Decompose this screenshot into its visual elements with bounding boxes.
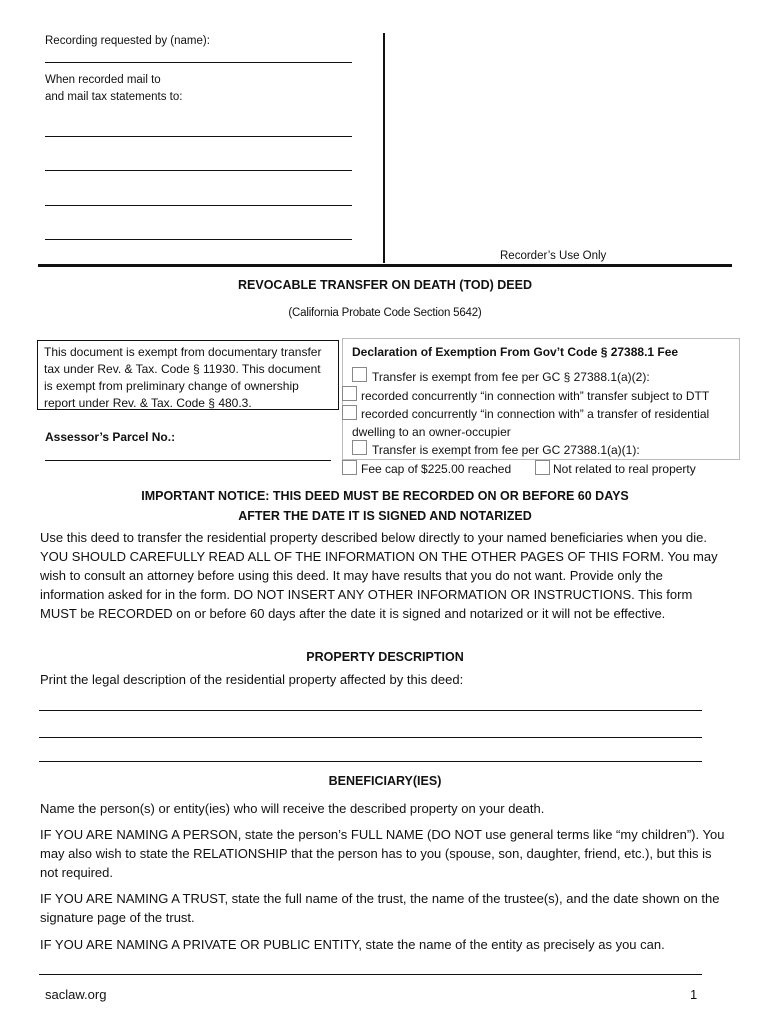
- beneficiaries-p4: IF YOU ARE NAMING A PRIVATE OR PUBLIC ENTITY, state the name of the entity as precisely as you can.: [40, 937, 665, 952]
- recorder-use-label: Recorder’s Use Only: [500, 250, 607, 262]
- mail-to-label-line1: When recorded mail to: [45, 74, 161, 86]
- notice-line-1: IMPORTANT NOTICE: THIS DEED MUST BE RECORDED ON OR BEFORE 60 DAYS: [141, 489, 629, 503]
- page-title: REVOCABLE TRANSFER ON DEATH (TOD) DEED: [238, 278, 532, 292]
- exempt-a1-label: Transfer is exempt from fee per GC 27388.1(a)(1):: [372, 443, 640, 457]
- checkbox-fee-cap[interactable]: [342, 460, 357, 475]
- mail-to-field-1[interactable]: [45, 136, 352, 137]
- footer-page-number: 1: [690, 987, 698, 1002]
- page-subtitle: (California Probate Code Section 5642): [288, 307, 482, 319]
- recording-requested-field[interactable]: [45, 62, 352, 63]
- dtt-label: recorded concurrently “in connection with” transfer subject to DTT: [361, 389, 710, 403]
- beneficiaries-p2: IF YOU ARE NAMING A PERSON, state the person’s FULL NAME (DO NOT use general terms like “my children”). You may also wish to state the RELATIONSHIP that the person has to you (spouse, son, daughter, friend, etc.), but this is not required.: [40, 827, 725, 880]
- header-rule: [38, 264, 732, 267]
- property-field-1[interactable]: [39, 710, 702, 711]
- exempt-box: [37, 340, 339, 410]
- checkbox-not-real-property[interactable]: [535, 460, 550, 475]
- mail-to-field-2[interactable]: [45, 170, 352, 171]
- mail-to-field-3[interactable]: [45, 205, 352, 206]
- mail-to-field-4[interactable]: [45, 239, 352, 240]
- property-heading: PROPERTY DESCRIPTION: [306, 650, 464, 664]
- recording-requested-label: Recording requested by (name):: [45, 35, 210, 47]
- beneficiaries-p1: Name the person(s) or entity(ies) who will receive the described property on your death.: [40, 801, 545, 816]
- property-field-2[interactable]: [39, 737, 702, 738]
- beneficiaries-heading: BENEFICIARY(IES): [328, 774, 442, 788]
- beneficiaries-p3: IF YOU ARE NAMING A TRUST, state the full name of the trust, the name of the trustee(s), and the date shown on the signature page of the trust.: [40, 891, 720, 925]
- header-divider: [383, 33, 385, 263]
- checkbox-owner-occupier[interactable]: [342, 405, 357, 420]
- assessor-field[interactable]: [45, 460, 331, 461]
- checkbox-exempt-a2[interactable]: [352, 367, 367, 382]
- mail-to-label-line2: and mail tax statements to:: [45, 91, 183, 103]
- owner-occupier-label-1: recorded concurrently “in connection with” a transfer of residential: [361, 407, 710, 421]
- notice-body: Use this deed to transfer the residential property described below directly to your named beneficiaries when you die. YOU SHOULD CAREFULLY READ ALL OF THE INFORMATION ON THE OTHER PAGES OF THIS FORM. You may wish to consult an attorney before using this deed. It may have results that you do not want. Provide only the information asked for in the form. DO NOT INSERT ANY OTHER INFORMATION OR INSTRUCTIONS. This form MUST be RECORDED on or before 60 days after the date it is signed and notarized or it will not be effective.: [40, 530, 718, 621]
- owner-occupier-label-2: dwelling to an owner-occupier: [352, 425, 511, 439]
- property-instruction: Print the legal description of the residential property affected by this deed:: [40, 672, 464, 687]
- exemption-title: Declaration of Exemption From Gov’t Code § 27388.1 Fee: [352, 345, 679, 359]
- not-real-property-label: Not related to real property: [553, 462, 696, 476]
- checkbox-exempt-a1[interactable]: [352, 440, 367, 455]
- exempt-text: This document is exempt from documentary transfer tax under Rev. & Tax. Code § 11930. This document is exempt from preliminary change of ownership report under Rev. & Tax. Code § 480.3.: [44, 345, 322, 410]
- footer-site: saclaw.org: [45, 987, 107, 1002]
- exempt-a2-label: Transfer is exempt from fee per GC § 27388.1(a)(2):: [372, 370, 650, 384]
- beneficiary-field-1[interactable]: [39, 974, 702, 975]
- fee-cap-label: Fee cap of $225.00 reached: [361, 462, 512, 476]
- checkbox-dtt[interactable]: [342, 386, 357, 401]
- notice-line-2: AFTER THE DATE IT IS SIGNED AND NOTARIZED: [238, 509, 532, 523]
- property-field-3[interactable]: [39, 761, 702, 762]
- assessor-label: Assessor’s Parcel No.:: [45, 430, 176, 444]
